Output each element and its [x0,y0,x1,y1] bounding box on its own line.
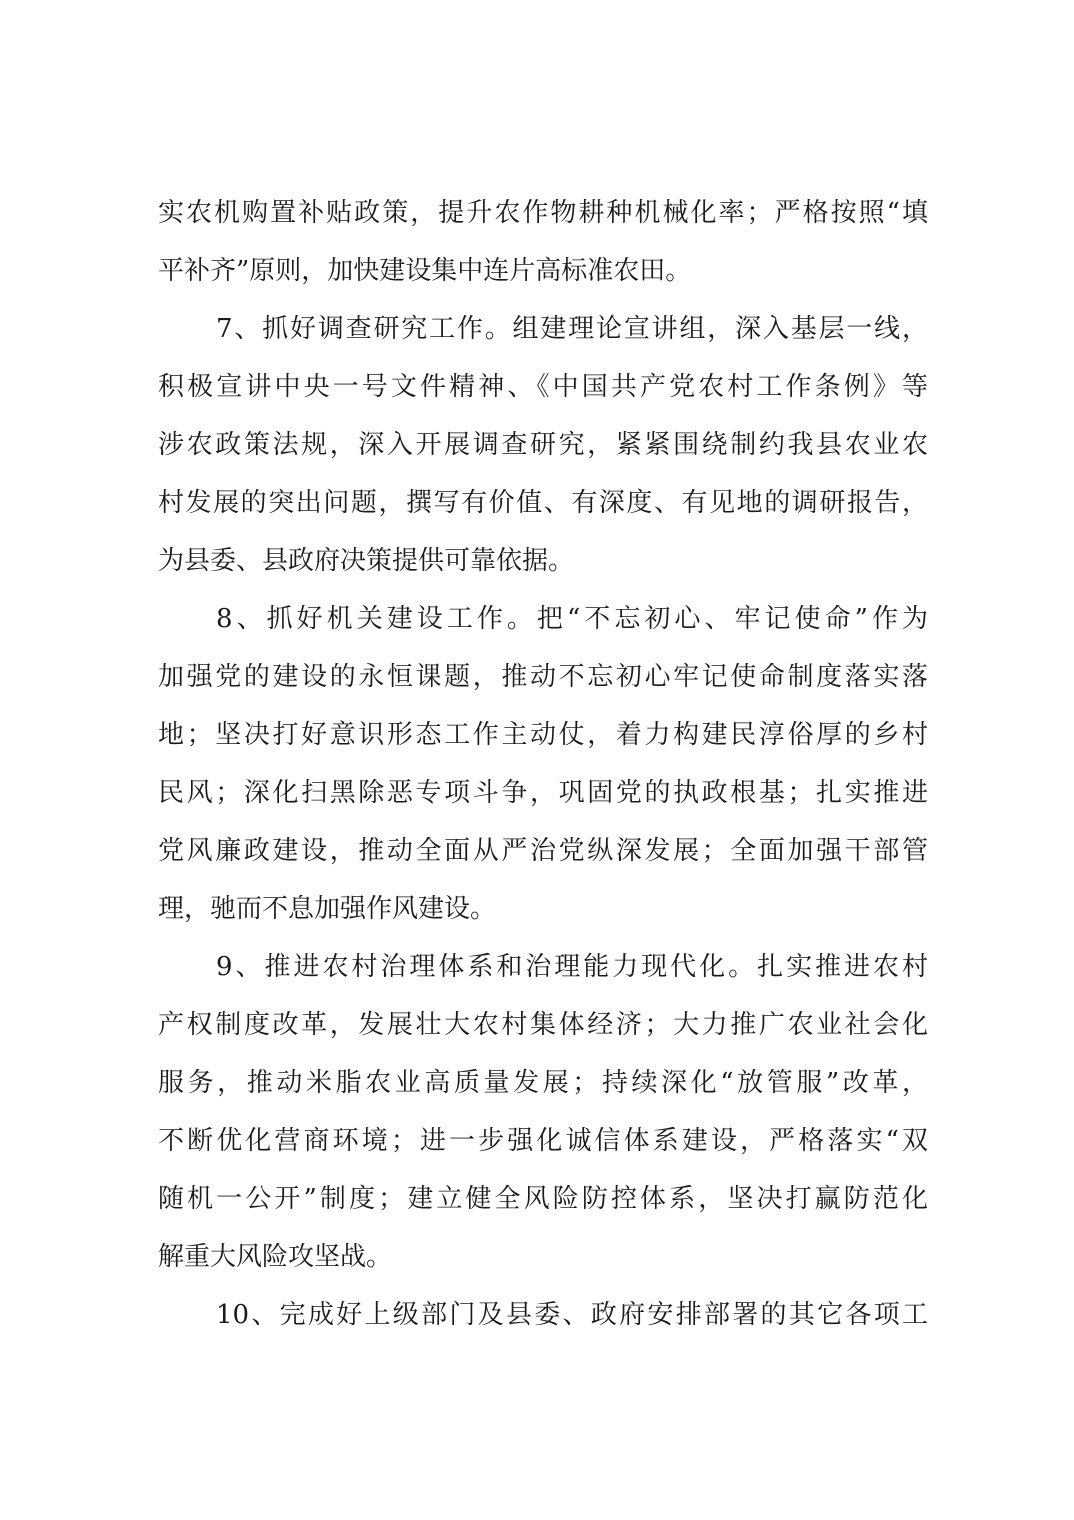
text-line: 党风廉政建设，推动全面从严治党纵深发展；全面加强干部管 [158,836,928,866]
paragraph-item-8 [158,590,928,938]
text-line: 积极宣讲中央一号文件精神、《中国共产党农村工作条例》等 [158,372,928,402]
text-line: 服务，推动米脂农业高质量发展；持续深化“放管服”改革， [158,1068,928,1098]
text-line: 解重大风险攻坚战。 [158,1242,393,1272]
text-line: 为县委、县政府决策提供可靠依据。 [158,546,575,576]
paragraph-6-continuation [158,184,928,300]
text-line: 9、推进农村治理体系和治理能力现代化。扎实推进农村 [216,952,928,982]
text-line: 10、完成好上级部门及县委、政府安排部署的其它各项工 [216,1300,928,1330]
paragraph-item-9 [158,938,928,1286]
text-line: 村发展的突出问题，撰写有价值、有深度、有见地的调研报告， [158,488,928,518]
text-line: 加强党的建设的永恒课题，推动不忘初心牢记使命制度落实落 [158,662,928,692]
text-line: 平补齐”原则，加快建设集中连片高标准农田。 [158,256,692,286]
text-line: 地；坚决打好意识形态工作主动仗，着力构建民淳俗厚的乡村 [158,720,928,750]
paragraph-item-10 [158,1286,928,1344]
text-line: 民风；深化扫黑除恶专项斗争，巩固党的执政根基；扎实推进 [158,778,928,808]
text-line: 8、抓好机关建设工作。把“不忘初心、牢记使命”作为 [216,604,928,634]
text-line: 涉农政策法规，深入开展调查研究，紧紧围绕制约我县农业农 [158,430,928,460]
text-line: 7、抓好调查研究工作。组建理论宣讲组，深入基层一线， [216,314,928,344]
text-line: 不断优化营商环境；进一步强化诚信体系建设，严格落实“双 [158,1126,928,1156]
paragraph-item-7 [158,300,928,590]
text-line: 产权制度改革，发展壮大农村集体经济；大力推广农业社会化 [158,1010,928,1040]
text-line: 随机一公开”制度；建立健全风险防控体系，坚决打赢防范化 [158,1184,928,1214]
text-line: 理，驰而不息加强作风建设。 [158,894,497,924]
text-line: 实农机购置补贴政策，提升农作物耕种机械化率；严格按照“填 [158,198,928,228]
